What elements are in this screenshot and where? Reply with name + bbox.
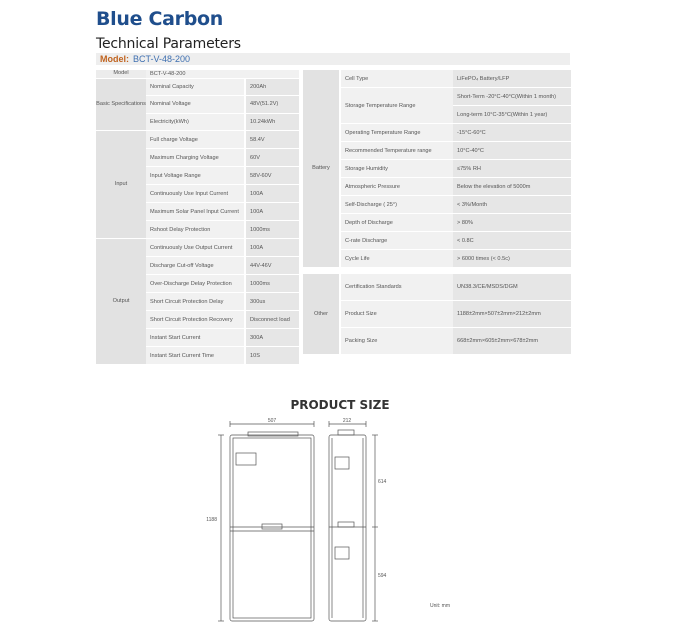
- front-display: [236, 453, 256, 465]
- upper-height-label: 614: [378, 479, 387, 485]
- param-cell: Recommended Temperature range: [341, 142, 453, 159]
- table-row: [303, 232, 571, 250]
- param-cell: Instant Start Current: [146, 329, 244, 346]
- value-cell: 100A: [246, 239, 299, 256]
- table-row: [303, 328, 571, 355]
- model-label: Model:: [100, 54, 129, 64]
- value-column: [453, 196, 571, 213]
- table-row: [303, 124, 571, 142]
- right-spec-table: [303, 70, 571, 355]
- value-column: [453, 232, 571, 249]
- param-cell: Continuously Use Input Current: [146, 185, 244, 202]
- group-label: Battery: [303, 70, 339, 268]
- group-label: Other: [303, 274, 339, 355]
- param-cell: Maximum Solar Panel Input Current: [146, 203, 244, 220]
- value-column: [453, 178, 571, 195]
- depth-label: 212: [342, 418, 352, 424]
- side-outline: [329, 435, 366, 621]
- table-row: [303, 88, 571, 124]
- value-cell: 60V: [246, 149, 299, 166]
- value-cell: 1188±2mm×507±2mm×212±2mm: [453, 301, 571, 327]
- value-cell: [244, 70, 299, 78]
- value-cell: 1000ms: [246, 221, 299, 238]
- param-cell: Instant Start Current Time: [146, 347, 244, 364]
- value-cell: 300us: [246, 293, 299, 310]
- param-cell: Maximum Charging Voltage: [146, 149, 244, 166]
- table-row: [303, 274, 571, 301]
- table-row: [303, 142, 571, 160]
- value-column: [453, 214, 571, 231]
- value-column: [453, 250, 571, 267]
- lower-height-label: 594: [378, 573, 387, 579]
- param-cell: Storage Humidity: [341, 160, 453, 177]
- param-cell: Operating Temperature Range: [341, 124, 453, 141]
- param-cell: Self-Discharge ( 25°): [341, 196, 453, 213]
- page-title: Technical Parameters: [96, 36, 241, 52]
- value-cell: 668±2mm×605±2mm×678±2mm: [453, 328, 571, 354]
- value-cell: 100A: [246, 203, 299, 220]
- value-column: [453, 301, 571, 327]
- value-cell: 100A: [246, 185, 299, 202]
- value-cell: Long-term 10°C-35°C(Within 1 year): [453, 105, 571, 123]
- value-cell: 48V(51.2V): [246, 96, 299, 113]
- model-bar: [96, 53, 570, 65]
- table-row: [303, 250, 571, 268]
- param-cell: Rshoot Delay Protection: [146, 221, 244, 238]
- value-cell: 10°C-40°C: [453, 142, 571, 159]
- param-cell: Short Circuit Protection Recovery: [146, 311, 244, 328]
- value-cell: Below the elevation of 5000m: [453, 178, 571, 195]
- top-handle: [248, 432, 298, 436]
- unit-label: Unit: mm: [430, 603, 450, 609]
- table-row: [303, 160, 571, 178]
- value-cell: LiFePO₄ Battery/LFP: [453, 70, 571, 87]
- value-cell: -15°C-60°C: [453, 124, 571, 141]
- param-cell: Depth of Discharge: [341, 214, 453, 231]
- param-cell: Over-Discharge Delay Protection: [146, 275, 244, 292]
- value-cell: < 0.8C: [453, 232, 571, 249]
- param-cell: Short Circuit Protection Delay: [146, 293, 244, 310]
- value-cell: ≤75% RH: [453, 160, 571, 177]
- param-cell: Nominal Voltage: [146, 96, 244, 113]
- product-size-drawing: [190, 415, 490, 627]
- param-cell: Atmospheric Pressure: [341, 178, 453, 195]
- value-column: [453, 142, 571, 159]
- table-row: [303, 178, 571, 196]
- height-label: 1188: [206, 517, 217, 523]
- brand-logo: Blue Carbon: [96, 8, 224, 30]
- side-port-lower: [335, 547, 349, 559]
- value-cell: 300A: [246, 329, 299, 346]
- side-port-upper: [335, 457, 349, 469]
- value-cell: Disconnect load: [246, 311, 299, 328]
- value-cell: < 3%/Month: [453, 196, 571, 213]
- value-cell: 58.4V: [246, 131, 299, 148]
- width-label: 507: [267, 418, 277, 424]
- left-spec-table: [96, 70, 299, 383]
- value-cell: > 6000 times (< 0.5c): [453, 250, 571, 267]
- table-row: [303, 196, 571, 214]
- value-column: [453, 88, 571, 123]
- param-cell: Discharge Cut-off Voltage: [146, 257, 244, 274]
- param-cell: Storage Temperature Range: [341, 88, 453, 123]
- value-cell: 200Ah: [246, 79, 299, 96]
- value-column: [453, 274, 571, 300]
- product-size-title: PRODUCT SIZE: [290, 398, 390, 412]
- param-cell: Input Voltage Range: [146, 167, 244, 184]
- front-outline: [230, 435, 314, 621]
- param-cell: Product Size: [341, 301, 453, 327]
- value-cell: 10S: [246, 347, 299, 364]
- value-cell: > 80%: [453, 214, 571, 231]
- param-cell: Electricity(kWh): [146, 114, 244, 131]
- value-cell: 10.24kWh: [246, 114, 299, 131]
- value-column: [453, 124, 571, 141]
- group-label: Output: [96, 239, 146, 365]
- middle-handle: [262, 524, 282, 529]
- table-row: [303, 70, 571, 88]
- group-label: Input: [96, 131, 146, 239]
- table-row: [303, 214, 571, 232]
- param-cell: C-rate Discharge: [341, 232, 453, 249]
- param-cell: Cycle Life: [341, 250, 453, 267]
- value-cell: 58V-60V: [246, 167, 299, 184]
- value-column: [453, 160, 571, 177]
- group-label: Basic Specifications: [96, 79, 146, 132]
- value-cell: 44V-46V: [246, 257, 299, 274]
- param-cell: Continuously Use Output Current: [146, 239, 244, 256]
- value-column: [453, 70, 571, 87]
- table-row: [303, 301, 571, 328]
- param-cell: Nominal Capacity: [146, 79, 244, 96]
- value-cell: UN38.3/CE/MSDS/DGM: [453, 274, 571, 300]
- param-cell: Packing Size: [341, 328, 453, 354]
- value-column: [453, 328, 571, 354]
- value-cell: 1000ms: [246, 275, 299, 292]
- param-cell: Full charge Voltage: [146, 131, 244, 148]
- value-cell: Short-Term -20°C-40°C(Within 1 month): [453, 88, 571, 105]
- model-value: BCT-V-48-200: [133, 54, 191, 64]
- param-cell: Certification Standards: [341, 274, 453, 300]
- group-label: Model: [96, 70, 146, 79]
- param-cell: BCT-V-48-200: [146, 70, 244, 78]
- param-cell: Cell Type: [341, 70, 453, 87]
